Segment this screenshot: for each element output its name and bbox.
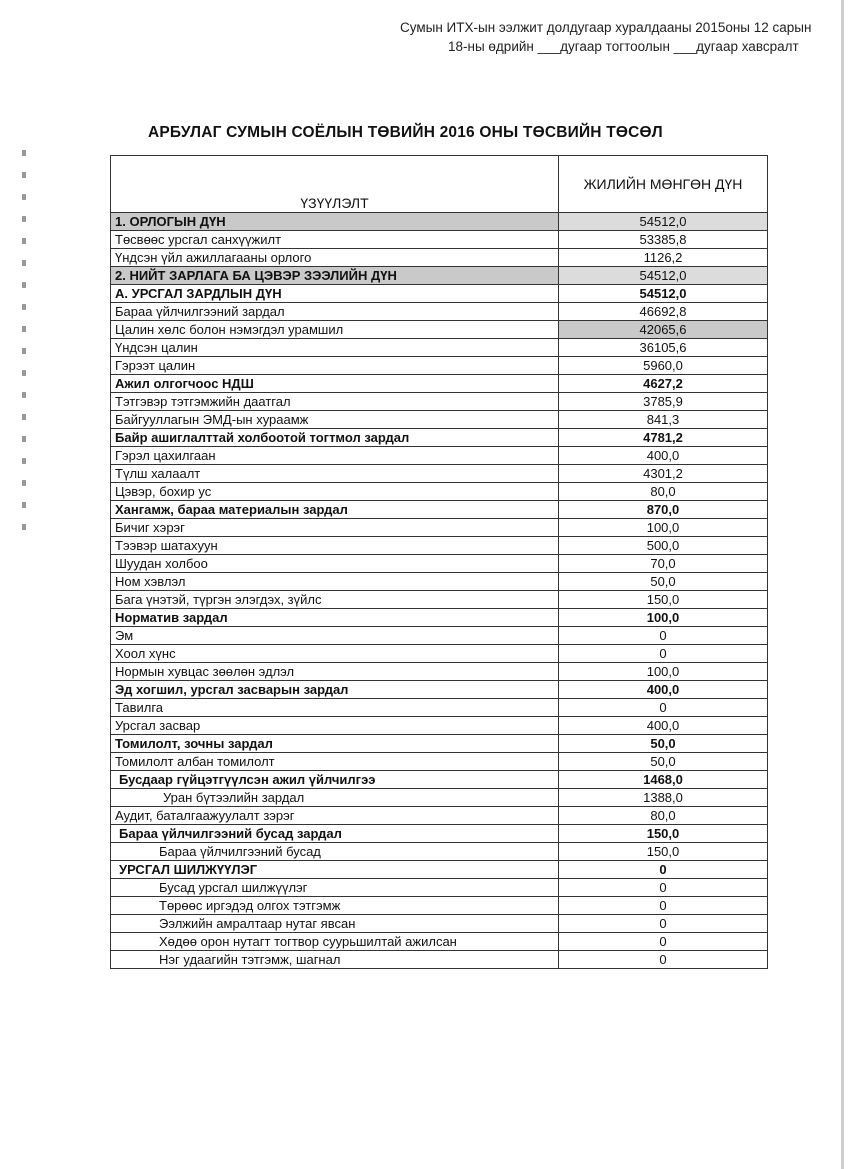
row-label: Тавилга bbox=[111, 699, 559, 717]
row-value: 46692,8 bbox=[559, 303, 768, 321]
row-value: 150,0 bbox=[559, 843, 768, 861]
budget-table bbox=[110, 155, 768, 969]
row-label: Шуудан холбоо bbox=[111, 555, 559, 573]
row-value: 42065,6 bbox=[559, 321, 768, 339]
table-header-row bbox=[111, 156, 768, 213]
row-label: Хоол хүнс bbox=[111, 645, 559, 663]
row-value: 400,0 bbox=[559, 717, 768, 735]
row-label: Гэрэл цахилгаан bbox=[111, 447, 559, 465]
table-row bbox=[111, 321, 768, 339]
row-label: Норматив зардал bbox=[111, 609, 559, 627]
table-row bbox=[111, 501, 768, 519]
table-row bbox=[111, 393, 768, 411]
row-label: Бараа үйлчилгээний бусад bbox=[111, 843, 559, 861]
row-value: 4781,2 bbox=[559, 429, 768, 447]
row-value: 4627,2 bbox=[559, 375, 768, 393]
row-label: Нормын хувцас зөөлөн эдлэл bbox=[111, 663, 559, 681]
row-value: 150,0 bbox=[559, 591, 768, 609]
row-label: Томилолт, зочны зардал bbox=[111, 735, 559, 753]
scan-edge-marks bbox=[22, 150, 26, 530]
table-row bbox=[111, 591, 768, 609]
table-row bbox=[111, 663, 768, 681]
row-label: Бичиг хэрэг bbox=[111, 519, 559, 537]
header-note bbox=[400, 18, 820, 56]
row-label: Хөдөө орон нутагт тогтвор суурьшилтай ажилсан bbox=[111, 933, 559, 951]
table-row bbox=[111, 285, 768, 303]
column-header-amount: ЖИЛИЙН МӨНГӨН ДҮН bbox=[559, 156, 768, 213]
row-value: 5960,0 bbox=[559, 357, 768, 375]
table-row bbox=[111, 825, 768, 843]
row-value: 0 bbox=[559, 879, 768, 897]
row-value: 100,0 bbox=[559, 519, 768, 537]
table-row bbox=[111, 447, 768, 465]
row-value: 54512,0 bbox=[559, 285, 768, 303]
table-row bbox=[111, 843, 768, 861]
table-row bbox=[111, 465, 768, 483]
row-label: Уран бүтээлийн зардал bbox=[111, 789, 559, 807]
table-row bbox=[111, 645, 768, 663]
row-value: 0 bbox=[559, 933, 768, 951]
table-row bbox=[111, 717, 768, 735]
row-label: Хангамж, бараа материалын зардал bbox=[111, 501, 559, 519]
row-value: 53385,8 bbox=[559, 231, 768, 249]
row-label: А. УРСГАЛ ЗАРДЛЫН ДҮН bbox=[111, 285, 559, 303]
row-label: Ном хэвлэл bbox=[111, 573, 559, 591]
row-value: 841,3 bbox=[559, 411, 768, 429]
row-value: 80,0 bbox=[559, 807, 768, 825]
row-value: 0 bbox=[559, 897, 768, 915]
row-label: Үндсэн цалин bbox=[111, 339, 559, 357]
table-row bbox=[111, 573, 768, 591]
row-label: Цэвэр, бохир ус bbox=[111, 483, 559, 501]
row-label: Бараа үйлчилгээний зардал bbox=[111, 303, 559, 321]
row-label: Аудит, баталгаажуулалт зэрэг bbox=[111, 807, 559, 825]
row-value: 54512,0 bbox=[559, 213, 768, 231]
row-value: 0 bbox=[559, 627, 768, 645]
row-label: Байр ашиглалттай холбоотой тогтмол зардал bbox=[111, 429, 559, 447]
row-value: 50,0 bbox=[559, 735, 768, 753]
row-value: 100,0 bbox=[559, 663, 768, 681]
row-value: 1126,2 bbox=[559, 249, 768, 267]
row-label: Тээвэр шатахуун bbox=[111, 537, 559, 555]
table-row bbox=[111, 915, 768, 933]
row-label: Үндсэн үйл ажиллагааны орлого bbox=[111, 249, 559, 267]
row-value: 500,0 bbox=[559, 537, 768, 555]
row-value: 36105,6 bbox=[559, 339, 768, 357]
table-row bbox=[111, 609, 768, 627]
row-label: Томилолт албан томилолт bbox=[111, 753, 559, 771]
row-label: Цалин хөлс болон нэмэгдэл урамшил bbox=[111, 321, 559, 339]
row-label: Төрөөс иргэдэд олгох тэтгэмж bbox=[111, 897, 559, 915]
table-row bbox=[111, 627, 768, 645]
row-label: Байгууллагын ЭМД-ын хураамж bbox=[111, 411, 559, 429]
header-note-line2: 18-ны өдрийн ___дугаар тогтоолын ___дугаар хавсралт bbox=[448, 39, 799, 54]
row-label: Бусад урсгал шилжүүлэг bbox=[111, 879, 559, 897]
table-row bbox=[111, 303, 768, 321]
row-value: 0 bbox=[559, 861, 768, 879]
row-label: Урсгал засвар bbox=[111, 717, 559, 735]
row-value: 0 bbox=[559, 645, 768, 663]
row-value: 0 bbox=[559, 951, 768, 969]
table-row bbox=[111, 213, 768, 231]
row-label: УРСГАЛ ШИЛЖҮҮЛЭГ bbox=[111, 861, 559, 879]
header-note-line1: Сумын ИТХ-ын ээлжит долдугаар хуралдааны 2015оны 12 сарын bbox=[400, 20, 812, 35]
table-row bbox=[111, 789, 768, 807]
table-row bbox=[111, 897, 768, 915]
table-row bbox=[111, 879, 768, 897]
row-value: 870,0 bbox=[559, 501, 768, 519]
table-row bbox=[111, 375, 768, 393]
table-row bbox=[111, 753, 768, 771]
table-row bbox=[111, 537, 768, 555]
row-label: Бараа үйлчилгээний бусад зардал bbox=[111, 825, 559, 843]
row-label: Ээлжийн амралтаар нутаг явсан bbox=[111, 915, 559, 933]
row-value: 54512,0 bbox=[559, 267, 768, 285]
row-value: 150,0 bbox=[559, 825, 768, 843]
row-label: Эд хогшил, урсгал засварын зардал bbox=[111, 681, 559, 699]
table-row bbox=[111, 339, 768, 357]
row-value: 400,0 bbox=[559, 447, 768, 465]
row-value: 70,0 bbox=[559, 555, 768, 573]
row-value: 80,0 bbox=[559, 483, 768, 501]
table-row bbox=[111, 249, 768, 267]
row-label: Төсвөөс урсгал санхүүжилт bbox=[111, 231, 559, 249]
row-label: Гэрээт цалин bbox=[111, 357, 559, 375]
table-row bbox=[111, 861, 768, 879]
page-title: АРБУЛАГ СУМЫН СОЁЛЫН ТӨВИЙН 2016 ОНЫ ТӨСВИЙН ТӨСӨЛ bbox=[148, 124, 663, 141]
table-row bbox=[111, 771, 768, 789]
table-row bbox=[111, 555, 768, 573]
row-label: Эм bbox=[111, 627, 559, 645]
table-row bbox=[111, 699, 768, 717]
row-label: Тэтгэвэр тэтгэмжийн даатгал bbox=[111, 393, 559, 411]
table-row bbox=[111, 951, 768, 969]
row-value: 1468,0 bbox=[559, 771, 768, 789]
column-header-indicator: ҮЗҮҮЛЭЛТ bbox=[111, 156, 559, 213]
table-row bbox=[111, 231, 768, 249]
row-label: Ажил олгогчоос НДШ bbox=[111, 375, 559, 393]
table-row bbox=[111, 735, 768, 753]
scan-edge-right bbox=[841, 0, 844, 1169]
row-value: 400,0 bbox=[559, 681, 768, 699]
table-row bbox=[111, 933, 768, 951]
row-value: 50,0 bbox=[559, 753, 768, 771]
row-value: 1388,0 bbox=[559, 789, 768, 807]
table-row bbox=[111, 411, 768, 429]
row-value: 4301,2 bbox=[559, 465, 768, 483]
row-label: 1. ОРЛОГЫН ДҮН bbox=[111, 213, 559, 231]
row-value: 100,0 bbox=[559, 609, 768, 627]
row-value: 3785,9 bbox=[559, 393, 768, 411]
row-label: Түлш халаалт bbox=[111, 465, 559, 483]
row-label: Бага үнэтэй, түргэн элэгдэх, зүйлс bbox=[111, 591, 559, 609]
row-value: 0 bbox=[559, 699, 768, 717]
row-label: Бусдаар гүйцэтгүүлсэн ажил үйлчилгээ bbox=[111, 771, 559, 789]
table-row bbox=[111, 681, 768, 699]
row-label: Нэг удаагийн тэтгэмж, шагнал bbox=[111, 951, 559, 969]
row-value: 0 bbox=[559, 915, 768, 933]
table-row bbox=[111, 267, 768, 285]
table-row bbox=[111, 519, 768, 537]
table-row bbox=[111, 807, 768, 825]
row-label: 2. НИЙТ ЗАРЛАГА БА ЦЭВЭР ЗЭЭЛИЙН ДҮН bbox=[111, 267, 559, 285]
row-value: 50,0 bbox=[559, 573, 768, 591]
table-row bbox=[111, 429, 768, 447]
table-row bbox=[111, 483, 768, 501]
table-row bbox=[111, 357, 768, 375]
